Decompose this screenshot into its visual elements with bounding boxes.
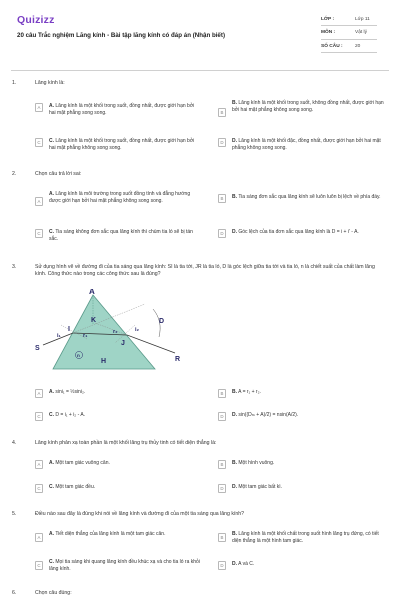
option-text: A. Một tam giác vuông cân. (49, 460, 110, 466)
label-A: A (89, 289, 95, 296)
option-letter-box[interactable]: A (35, 197, 43, 206)
option-letter-box[interactable]: B (218, 460, 226, 469)
option-text: A. Tiết diện thẳng của lăng kính là một tam giác cân. (49, 531, 166, 537)
option-text: C. Mọi tia sáng khi quang lăng kính đều khúc xạ và cho tia ló ra khỏi lăng kính. (49, 559, 200, 572)
question-text: Điều nào sau đây là đúng khi nói về lăng kính và đường đi của một tia sáng qua lăng kính? (35, 511, 245, 517)
question-text: Chọn câu trả lời sai: (35, 171, 82, 177)
prism-diagram (35, 289, 200, 379)
info-value: Lớp 11 (355, 16, 370, 22)
option-letter-box[interactable]: A (35, 103, 43, 112)
label-S: S (35, 345, 40, 352)
header-divider (11, 70, 389, 71)
option-text: B. Tia sáng đơn sắc qua lăng kính sẽ luôn luôn bị lệch về phía đáy. (232, 194, 381, 200)
option-letter-box[interactable]: D (218, 229, 226, 238)
option-text: B. Một hình vuông. (232, 460, 275, 466)
option-text: B. Lăng kính là một khối chất trong suốt hình lăng trụ đứng, có tiết diện thẳng là một hình tam giác. (232, 531, 379, 544)
info-row-class (321, 15, 377, 26)
option-text: D. sin((Dₘ + A)/2) = nsin(A/2). (232, 412, 299, 418)
info-value: Vật lý (355, 30, 367, 36)
option-text: A. Lăng kính là một khối trong suốt, đồng nhất, được giới hạn bởi hai mặt phẳng song song. (49, 103, 195, 116)
option-letter-box[interactable]: A (35, 460, 43, 469)
option-letter-box[interactable]: B (218, 194, 226, 203)
info-label: MÔN : (321, 30, 336, 36)
option-letter-box[interactable]: D (218, 484, 226, 493)
worksheet-header (11, 9, 389, 69)
worksheet-title: 20 câu Trắc nghiệm Lăng kính - Bài tập lăng kính có đáp án (Nhận biết) (17, 32, 225, 39)
label-r2: r₂ (113, 329, 118, 335)
question-number: 6. (12, 590, 17, 596)
label-H: H (101, 358, 107, 365)
option-letter-box[interactable]: C (35, 229, 43, 238)
question-text: Lăng kính phản xạ toàn phần là một khối lăng trụ thủy tinh có tiết diện thẳng là: (35, 440, 217, 446)
label-D: D (159, 318, 165, 325)
question-number: 4. (12, 440, 17, 446)
option-text: B. Lăng kính là một khối trong suốt, không đồng nhất, được giới hạn bởi hai mặt phẳng không song song. (232, 100, 384, 113)
option-letter-box[interactable]: C (35, 412, 43, 421)
option-text: A. Lăng kính là môi trường trong suốt đồng tính và đẳng hướng được giới hạn bởi hai mặt phẳng không song song. (49, 191, 191, 204)
option-text: D. Một tam giác bất kì. (232, 484, 283, 490)
option-letter-box[interactable]: D (218, 561, 226, 570)
option-letter-box[interactable]: C (35, 138, 43, 147)
option-text: B. A = r₁ + r₂. (232, 389, 261, 395)
option-letter-box[interactable]: C (35, 484, 43, 493)
info-row-subject (321, 29, 377, 40)
quizizz-logo: Quizizz (17, 14, 55, 26)
option-letter-box[interactable]: D (218, 138, 226, 147)
option-letter-box[interactable]: B (218, 533, 226, 542)
question-number: 3. (12, 264, 17, 270)
question-number: 1. (12, 80, 17, 86)
option-text: A. sini₁ = ½sini₂. (49, 389, 86, 395)
question-text: Chọn câu đúng: (35, 590, 72, 596)
option-letter-box[interactable]: B (218, 108, 226, 117)
label-i2: i₂ (135, 327, 139, 333)
option-letter-box[interactable]: A (35, 389, 43, 398)
option-letter-box[interactable]: A (35, 533, 43, 542)
label-K: K (91, 317, 97, 324)
option-text: D. Góc lệch của tia đơn sắc qua lăng kính là D = i + i' - A. (232, 229, 359, 235)
label-R: R (175, 356, 181, 363)
label-n: n (77, 353, 80, 358)
option-text: D. Lăng kính là một khối đặc, đồng nhất, được giới hạn bởi hai mặt phẳng không song song. (232, 138, 381, 151)
option-text: D. A và C. (232, 561, 255, 567)
label-r1: r₁ (83, 333, 88, 339)
info-value: 20 (355, 43, 361, 49)
info-row-count (321, 42, 377, 53)
option-letter-box[interactable]: B (218, 389, 226, 398)
option-text: C. Tia sáng không đơn sắc qua lăng kính thì chùm tia ló sẽ bị tán sắc. (49, 229, 193, 242)
option-text: C. D = i₁ + i₂ - A. (49, 412, 86, 418)
question-text: Sử dụng hình vẽ về đường đi của tia sáng qua lăng kính: SI là tia tới, JR là tia ló, D là góc lệch giữa tia tới và tia ló, n là chiết suất của chất làm lăng kính. Công thức nào trong các công thức sau là đúng? (35, 264, 375, 278)
question-number: 5. (12, 511, 17, 517)
label-I: I (68, 326, 70, 333)
info-label: LỚP : (321, 16, 335, 22)
label-J: J (121, 340, 125, 347)
option-text: C. Một tam giác đều. (49, 484, 96, 490)
question-text: Lăng kính là: (35, 80, 65, 86)
worksheet-info (321, 15, 377, 56)
info-label: SỐ CÂU : (321, 43, 343, 49)
option-text: C. Lăng kính là một khối trong suốt, đồng nhất, được giới hạn bởi hai mặt phẳng không song song. (49, 138, 195, 151)
option-letter-box[interactable]: C (35, 561, 43, 570)
question-number: 2. (12, 171, 17, 177)
option-letter-box[interactable]: D (218, 412, 226, 421)
label-i1: i₁ (57, 333, 61, 339)
